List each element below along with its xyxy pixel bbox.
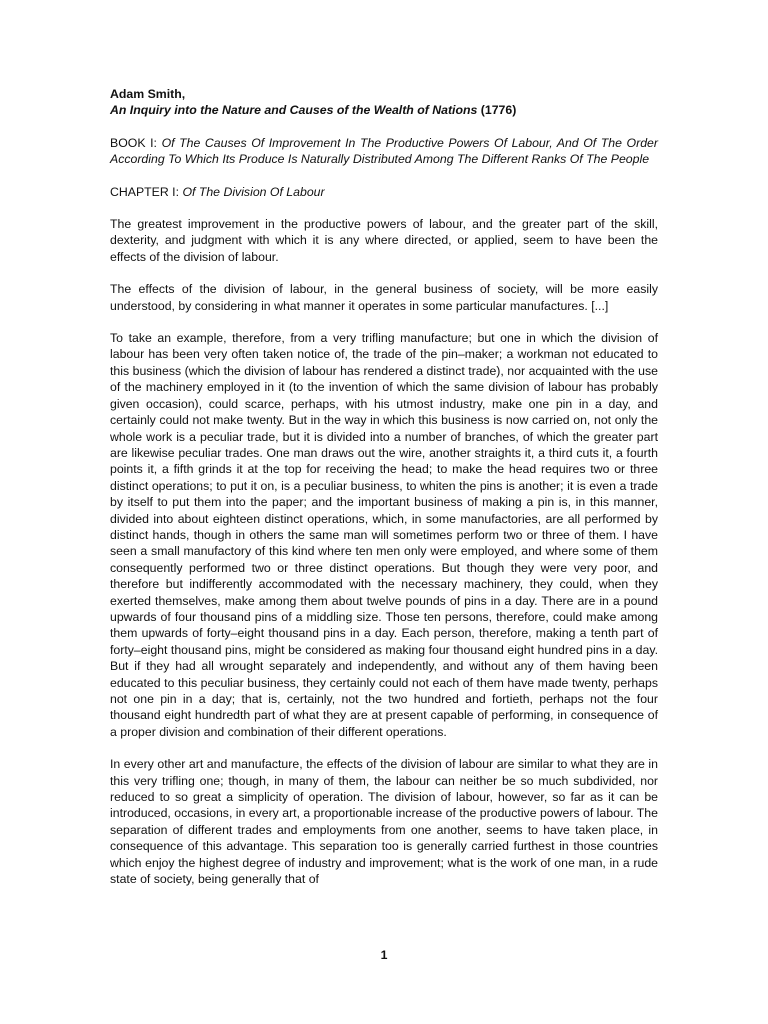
publication-year: (1776): [480, 103, 517, 118]
chapter-label: CHAPTER I:: [110, 184, 180, 199]
book-heading: [110, 135, 658, 168]
chapter-title: Of The Division Of Labour: [182, 184, 325, 199]
author-name: Adam Smith,: [110, 87, 186, 101]
body-paragraph: The greatest improvement in the productive powers of labour, and the greater part of the skill, dexterity, and judgment with which it is any where directed, or applied, seem to have been the effects of the division of labour.: [110, 217, 658, 264]
work-title-line: [110, 102, 658, 118]
book-title: Of The Causes Of Improvement In The Productive Powers Of Labour, And Of The Order According To Which Its Produce Is Naturally Distributed Among The Different Ranks Of The People: [110, 135, 658, 167]
body-paragraph: The effects of the division of labour, in the general business of society, will be more easily understood, by considering in what manner it operates in some particular manufactures. [...]: [110, 282, 658, 313]
body-paragraph: In every other art and manufacture, the effects of the division of labour are similar to what they are in this very trifling one; though, in many of them, the labour can neither be so much subdivided, nor reduced to so great a simplicity of operation. The division of labour, however, so far as it can be introduced, occasions, in every art, a proportionable increase of the productive powers of labour. The separation of different trades and employments from one another, seems to have taken place, in consequence of this advantage. This separation too is generally carried furthest in those countries which enjoy the highest degree of industry and improvement; what is the work of one man, in a rude state of society, being generally that of: [110, 757, 658, 887]
page-number: 1: [380, 948, 388, 962]
body-paragraph: To take an example, therefore, from a very trifling manufacture; but one in which the division of labour has been very often taken notice of, the trade of the pin–maker; a workman not educated to this business (which the division of labour has rendered a distinct trade), nor acquainted with the use of the machinery employed in it (to the invention of which the same division of labour has probably given occasion), could scarce, perhaps, with his utmost industry, make one pin in a day, and certainly could not make twenty. But in the way in which this business is now carried on, not only the whole work is a peculiar trade, but it is divided into a number of branches, of which the greater part are likewise peculiar trades. One man draws out the wire, another straights it, a third cuts it, a fourth points it, a fifth grinds it at the top for receiving the head; to make the head requires two or three distinct operations; to put it on, is a peculiar business, to whiten the pins is another; it is even a trade by itself to put them into the paper; and the important business of making a pin is, in this manner, divided into about eighteen distinct operations, which, in some manufactories, are all performed by distinct hands, though in others the same man will sometimes perform two or three of them. I have seen a small manufactory of this kind where ten men only were employed, and where some of them consequently performed two or three distinct operations. But though they were very poor, and therefore but indifferently accommodated with the necessary machinery, they could, when they exerted themselves, make among them about twelve pounds of pins in a day. There are in a pound upwards of four thousand pins of a middling size. Those ten persons, therefore, could make among them upwards of forty–eight thousand pins in a day. Each person, therefore, making a tenth part of forty–eight thousand pins, might be considered as making four thousand eight hundred pins in a day. But if they had all wrought separately and independently, and without any of them having been educated to this peculiar business, they certainly could not each of them have made twenty, perhaps not one pin in a day; that is, certainly, not the two hundred and fortieth, perhaps not the four thousand eight hundredth part of what they are at present capable of performing, in consequence of a proper division and combination of their different operations.: [110, 331, 658, 739]
book-label: BOOK I:: [110, 135, 157, 150]
document-page: [110, 86, 658, 887]
chapter-heading: [110, 184, 658, 200]
work-title: An Inquiry into the Nature and Causes of the Wealth of Nations: [110, 103, 478, 118]
